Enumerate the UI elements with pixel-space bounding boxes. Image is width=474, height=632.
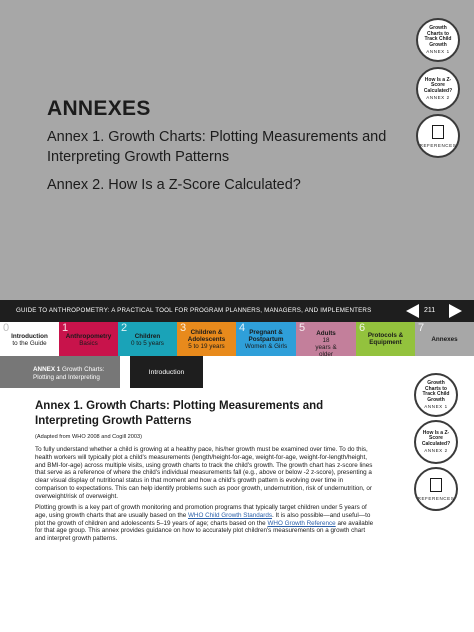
tab-label: Children <box>134 333 161 340</box>
tab-sublabel: Women & Girls <box>244 343 288 350</box>
annexes-hero <box>0 0 474 300</box>
document-icon <box>432 125 444 139</box>
annex-2-badge-body[interactable] <box>414 420 458 464</box>
references-badge[interactable] <box>416 114 460 158</box>
tab-number: 0 <box>3 322 10 334</box>
tab-children-adolescents[interactable] <box>177 322 236 356</box>
section-tabs <box>0 322 474 356</box>
tab-anthropometry-basics[interactable] <box>59 322 118 356</box>
tab-label: Protocols & Equipment <box>367 332 404 346</box>
tab-number: 7 <box>418 322 425 334</box>
tab-number: 1 <box>62 322 69 334</box>
guide-title: GUIDE TO ANTHROPOMETRY: A PRACTICAL TOOL FOR PROGRAM PLANNERS, MANAGERS, AND IMPLEMENTERS <box>16 307 372 314</box>
tab-number: 2 <box>121 322 128 334</box>
annex-1-heading[interactable]: Annex 1. Growth Charts: Plotting Measurements and Interpreting Growth Patterns <box>47 129 387 165</box>
annex-2-heading[interactable]: Annex 2. How Is a Z-Score Calculated? <box>47 177 301 193</box>
tab-label: Pregnant & Postpartum <box>248 329 284 343</box>
annex-2-badge-label: ANNEX 2 <box>426 95 450 101</box>
paragraph-1: To fully understand whether a child is growing at a healthy pace, his/her growth must be examined over time. To do this, health workers will typically plot a child's measurements (length/height-for-age, weight-for-age, weight-for-length/height, and BMI-for-age) across multiple visits, using growth charts to track the child's growth. The growth chart has z-score lines that serve as a reference of where the child's individual measurements fall (e.g., above or below -2 z-score), presenting a clear visual display of nutritional status in that moment and how a child's growth pattern is evolving over time in comparison to expectations. This can help identify problems such as poor growth, undernutrition, risk of undernutrition, or overweight/risk of overweight. <box>35 446 373 500</box>
annex-2-badge[interactable] <box>416 67 460 111</box>
tab-introduction-sub[interactable] <box>130 356 203 388</box>
tab-label: Adults <box>316 330 336 337</box>
tab-protocols-equipment[interactable] <box>356 322 415 356</box>
paragraph-2 <box>35 504 375 543</box>
page-number: 211 <box>424 307 436 314</box>
tab-adults[interactable] <box>296 322 356 356</box>
annex-1-tab-text <box>33 366 120 382</box>
references-badge-body[interactable] <box>414 467 458 511</box>
tab-number: 3 <box>180 322 187 334</box>
tab-number: 5 <box>299 322 306 334</box>
annex-1-badge-label: ANNEX 1 <box>426 49 450 54</box>
document-icon <box>430 478 442 492</box>
next-page-arrow-icon[interactable] <box>449 304 462 318</box>
tab-sublabel: 0 to 5 years <box>131 340 164 347</box>
tab-label: Anthropometry <box>65 333 112 340</box>
tab-sublabel: to the Guide <box>12 340 47 347</box>
annex-2-badge-label: ANNEX 2 <box>424 448 448 454</box>
annex-1-badge-text: Growth Charts to Track Child Growth <box>424 25 452 48</box>
paragraph-2-text-c: are available for that age group. This annex provides guidance on how to accurately plot children's measurements on a growth chart and interpret growth patterns. <box>35 519 374 543</box>
annex-1-badge[interactable] <box>416 18 460 62</box>
tab-number: 4 <box>239 322 246 334</box>
references-badge-label: REFERENCES <box>417 495 455 501</box>
annex-1-badge-label: ANNEX 1 <box>424 404 448 409</box>
tab-sublabel: 18 years & older <box>315 337 337 358</box>
annex-1-tab-title: Growth Charts: Plotting and Interpreting <box>33 366 105 381</box>
annex-2-badge-text: How Is a Z-Score Calculated? <box>423 76 453 94</box>
paragraph-2-text-b: . It is also possible—and useful—to plot the growth of children and adolescents 5–19 years of age; charts based on the <box>35 511 371 527</box>
page-title: ANNEXES <box>47 97 151 120</box>
tab-annex-1-growth-charts[interactable] <box>0 356 120 388</box>
tab-label: Annexes <box>431 336 458 343</box>
introduction-tab-label: Introduction <box>148 369 185 376</box>
annex-1-tab-label: ANNEX 1 <box>33 366 61 373</box>
guide-bar <box>0 300 474 322</box>
tab-annexes[interactable] <box>415 322 474 356</box>
references-badge-label: REFERENCES <box>419 142 457 148</box>
tab-children-0-5[interactable] <box>118 322 177 356</box>
tab-introduction[interactable] <box>0 322 59 356</box>
tab-sublabel: 5 to 19 years <box>188 343 225 350</box>
paragraph-2-text-a: Plotting growth is a key part of growth monitoring and promotion programs that typically target children under 5 years of age, using growth charts that are usually based on the <box>35 504 367 519</box>
tab-sublabel: Basics <box>79 340 98 347</box>
tab-number: 6 <box>359 322 366 334</box>
who-child-growth-standards-link[interactable]: WHO Child Growth Standards <box>187 511 272 519</box>
source-note: (Adapted from WHO 2008 and Cogill 2003) <box>35 434 142 440</box>
content-title: Annex 1. Growth Charts: Plotting Measurements and Interpreting Growth Patterns <box>35 400 324 427</box>
tab-label: Introduction <box>11 333 48 340</box>
previous-page-arrow-icon[interactable] <box>406 304 419 318</box>
annex-2-badge-text: How Is a Z-Score Calculated? <box>421 429 451 447</box>
annex-1-badge-body[interactable] <box>414 373 458 417</box>
annex-1-badge-text: Growth Charts to Track Child Growth <box>422 380 450 403</box>
who-growth-reference-link[interactable]: WHO Growth Reference <box>267 519 336 527</box>
tab-label: Children & Adolescents <box>187 329 226 343</box>
tab-pregnant-postpartum[interactable] <box>236 322 296 356</box>
